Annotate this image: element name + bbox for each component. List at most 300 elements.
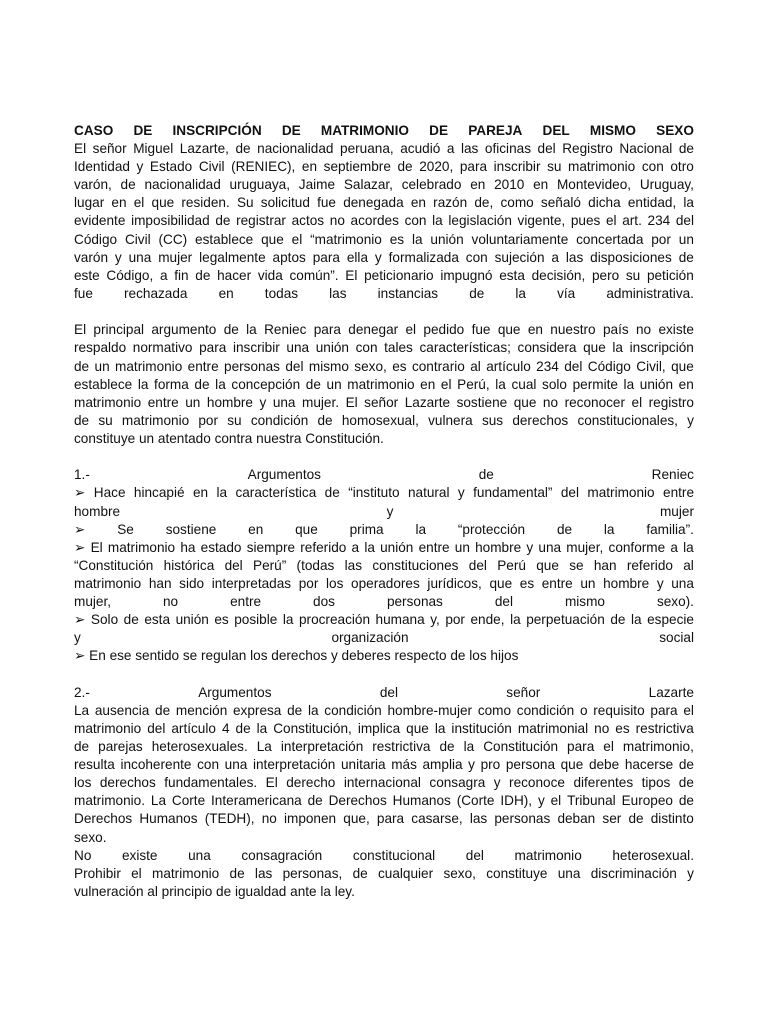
word: mujer.: [302, 394, 340, 410]
word: casarse,: [411, 811, 463, 827]
word: natural: [407, 485, 450, 501]
word: una: [128, 249, 152, 265]
word: país: [602, 322, 629, 338]
word: como: [500, 195, 534, 211]
word: persona: [505, 757, 555, 773]
word: vida: [257, 267, 283, 283]
word: perpetuación: [526, 612, 605, 628]
word: hombre: [603, 575, 650, 591]
word: mujer: [158, 249, 193, 265]
word: respaldo: [74, 340, 127, 356]
word: matrimonio.: [74, 793, 146, 809]
word: distinto: [650, 811, 694, 827]
word: y: [537, 793, 545, 809]
word: vulnera: [428, 412, 473, 428]
word: común”.: [289, 267, 339, 283]
word: interpretación: [252, 757, 336, 773]
word: dos: [313, 594, 335, 610]
word: varón: [74, 249, 109, 265]
word: entre: [418, 539, 450, 555]
word: una: [671, 575, 694, 591]
word: nacionalidad: [144, 177, 221, 193]
word: acordes: [350, 213, 399, 229]
word: jurídicos,: [427, 575, 482, 591]
word: Constitución,: [273, 720, 352, 736]
word: de: [678, 775, 694, 791]
word: del: [379, 684, 398, 700]
word: en: [470, 177, 486, 193]
word: y: [687, 412, 694, 428]
word: y: [386, 503, 394, 519]
word: señor: [92, 141, 127, 157]
bullet-line: ➢ En ese sentido se regulan los derechos y deberes respecto de los hijos: [74, 648, 519, 664]
word: del: [494, 594, 513, 610]
word: denegar: [348, 322, 399, 338]
word: (CC): [158, 231, 188, 247]
word: requisito: [593, 702, 645, 718]
word: administrativa.: [606, 285, 694, 301]
word: el: [631, 394, 643, 410]
word: esta: [144, 612, 171, 628]
bullet-line: [74, 484, 694, 502]
word: rechazada: [124, 285, 188, 301]
word: “matrimonio: [310, 231, 382, 247]
word: establece: [195, 231, 254, 247]
word: restrictiva: [635, 720, 694, 736]
word: DE: [429, 123, 449, 138]
word: las: [344, 557, 363, 573]
word: Uruguay,: [639, 177, 694, 193]
word: histórica: [163, 557, 215, 573]
word: Código: [74, 231, 118, 247]
word: DEL: [542, 123, 570, 138]
word: ende,: [470, 612, 505, 628]
word: del: [285, 358, 304, 374]
word: la: [603, 521, 615, 537]
word: Corte: [171, 793, 206, 809]
word: especie: [647, 612, 694, 628]
word: sostiene: [165, 521, 217, 537]
word: de: [678, 141, 694, 157]
word: de: [397, 159, 413, 175]
word: hacer: [217, 267, 252, 283]
word: ausencia: [94, 702, 150, 718]
word: de: [215, 213, 231, 229]
word: mismo: [308, 358, 349, 374]
word: que: [261, 231, 284, 247]
word: personas,: [282, 865, 343, 881]
word: o: [579, 702, 588, 718]
word: por: [298, 575, 319, 591]
paragraph-line: constituye un atentado contra nuestra Constitución.: [74, 430, 384, 446]
word: Perú,: [457, 376, 490, 392]
word: entidad,: [627, 195, 677, 211]
word: cualquier: [377, 865, 434, 881]
word: la: [215, 376, 226, 392]
word: normativo: [132, 340, 193, 356]
word: Prohibir: [74, 865, 121, 881]
word: mujer,: [74, 594, 112, 610]
word: y: [687, 865, 694, 881]
word: acudió: [400, 141, 441, 157]
word: unión: [430, 231, 464, 247]
word: ➢: [74, 612, 86, 628]
document-title: [74, 122, 694, 140]
word: hombre: [74, 503, 121, 519]
word: solicitud: [260, 195, 310, 211]
word: Derechos: [328, 793, 387, 809]
word: que: [560, 757, 584, 773]
paragraph-line: [74, 285, 694, 303]
word: amplia: [422, 757, 463, 773]
word: Lazarte,: [179, 141, 229, 157]
word: SEXO: [656, 123, 694, 138]
word: unión: [639, 376, 674, 392]
word: fundamentales.: [164, 775, 258, 791]
word: implica: [357, 720, 401, 736]
word: Civil: [124, 231, 151, 247]
bullet-line: [74, 503, 694, 521]
word: (RENIEC),: [231, 159, 296, 175]
word: el: [440, 376, 452, 392]
word: de: [324, 485, 340, 501]
word: residen.: [181, 195, 230, 211]
word: de: [307, 793, 323, 809]
word: resulta: [74, 757, 115, 773]
word: unitaria: [340, 757, 386, 773]
word: no: [594, 720, 610, 736]
word: en: [678, 376, 694, 392]
word: tales: [384, 340, 413, 356]
word: Civil,: [636, 358, 666, 374]
word: El: [345, 394, 358, 410]
word: de: [678, 793, 694, 809]
word: la: [307, 702, 319, 718]
word: pero: [591, 267, 620, 283]
word: hacerse: [624, 757, 674, 773]
word: unión: [175, 612, 209, 628]
bullet-line: [74, 629, 694, 647]
word: formalizada: [388, 249, 459, 265]
word: La: [74, 702, 90, 718]
word: 234: [536, 358, 559, 374]
paragraph-line: [74, 212, 694, 230]
word: al: [683, 557, 694, 573]
word: matrimonio,: [622, 739, 694, 755]
word: 4: [221, 720, 230, 736]
word: una: [286, 340, 310, 356]
word: homosexual,: [341, 412, 419, 428]
word: disposiciones: [590, 249, 672, 265]
word: denegada: [343, 195, 404, 211]
word: a: [159, 267, 168, 283]
word: a: [446, 141, 455, 157]
word: MATRIMONIO: [320, 123, 409, 138]
word: posible: [234, 612, 278, 628]
word: la: [256, 720, 268, 736]
word: y: [259, 394, 267, 410]
word: aptos: [272, 249, 306, 265]
word: la: [623, 376, 635, 392]
word: para: [376, 811, 405, 827]
bullet-line: [74, 593, 694, 611]
word: de: [628, 811, 644, 827]
word: vía: [557, 285, 576, 301]
word: decisión,: [531, 267, 586, 283]
word: artículo: [486, 358, 531, 374]
word: permite: [572, 376, 618, 392]
word: derechos: [512, 412, 569, 428]
word: Argumentos: [247, 467, 321, 483]
word: artículo: [171, 720, 216, 736]
word: que: [489, 575, 513, 591]
word: DE: [133, 123, 153, 138]
word: con: [197, 757, 220, 773]
bullet-line: [74, 575, 694, 593]
word: principal: [93, 322, 145, 338]
word: el: [683, 702, 694, 718]
word: condición: [324, 702, 382, 718]
word: de: [317, 412, 333, 428]
word: los: [74, 775, 92, 791]
document-page: [74, 122, 694, 901]
word: El: [265, 775, 278, 791]
word: una: [538, 539, 562, 555]
word: Su: [236, 195, 254, 211]
word: Nacional: [619, 141, 673, 157]
word: la: [510, 612, 521, 628]
word: registrar: [236, 213, 286, 229]
word: Registro: [562, 141, 613, 157]
word: una: [224, 757, 248, 773]
paragraph-line: [74, 792, 694, 810]
word: del: [468, 557, 487, 573]
word: la: [683, 195, 694, 211]
word: deban: [557, 811, 596, 827]
word: matrimonio: [152, 865, 220, 881]
paragraph-line: [74, 774, 694, 792]
word: se: [569, 557, 584, 573]
paragraph-line: vulneración al principio de igualdad ante la ley.: [74, 883, 355, 899]
word: el: [405, 322, 417, 338]
word: de: [352, 865, 368, 881]
word: estado: [200, 539, 242, 555]
word: y: [656, 575, 664, 591]
word: reconoce: [509, 775, 565, 791]
word: es: [615, 720, 630, 736]
word: pues: [570, 213, 601, 229]
word: de: [74, 412, 90, 428]
word: que,: [343, 811, 370, 827]
word: del: [537, 141, 556, 157]
word: de: [123, 612, 139, 628]
word: sujeción: [494, 249, 545, 265]
paragraph-line: [74, 140, 694, 158]
word: Jaime: [298, 177, 336, 193]
word: y: [114, 249, 122, 265]
word: El: [90, 539, 103, 555]
word: por: [198, 412, 219, 428]
word: MISMO: [589, 123, 636, 138]
word: de: [120, 177, 136, 193]
word: señaló: [540, 195, 581, 211]
word: Salazar,: [343, 177, 393, 193]
word: las: [565, 249, 584, 265]
word: la: [137, 376, 149, 392]
word: y: [136, 159, 144, 175]
word: septiembre: [323, 159, 391, 175]
word: que: [536, 557, 559, 573]
word: petición: [646, 267, 694, 283]
word: una: [188, 847, 211, 863]
word: las: [469, 811, 488, 827]
word: concertada: [576, 231, 644, 247]
word: matrimonio: [115, 358, 183, 374]
word: “Constitución: [74, 557, 154, 573]
word: Perú”: [253, 557, 287, 573]
paragraph-line: [74, 158, 694, 176]
bullet-line: [74, 557, 694, 575]
word: DE: [281, 123, 301, 138]
word: a: [670, 539, 678, 555]
word: de: [678, 249, 694, 265]
word: sus: [481, 412, 504, 428]
word: entre: [230, 594, 262, 610]
word: familia”.: [646, 521, 694, 537]
word: ser: [602, 811, 622, 827]
word: mujer: [659, 503, 694, 519]
word: Estado: [149, 159, 193, 175]
word: mención: [175, 702, 228, 718]
word: Tribunal: [567, 793, 616, 809]
word: no: [329, 213, 345, 229]
word: es: [519, 575, 535, 591]
word: que: [497, 322, 521, 338]
word: inscribir: [232, 340, 280, 356]
word: Solo: [90, 612, 119, 628]
word: un: [580, 575, 596, 591]
word: 234: [647, 213, 671, 229]
word: hombre-mujer: [387, 702, 473, 718]
word: de: [223, 322, 239, 338]
paragraph-line: [74, 810, 694, 828]
word: para: [313, 322, 341, 338]
word: referido: [300, 539, 347, 555]
word: como: [477, 702, 512, 718]
word: internacional: [343, 775, 421, 791]
word: a: [351, 539, 360, 555]
word: sexo,: [443, 865, 476, 881]
word: en: [420, 376, 436, 392]
word: fue: [471, 322, 491, 338]
word: discriminación: [590, 865, 677, 881]
word: del: [564, 358, 583, 374]
word: evidente: [74, 213, 126, 229]
word: matrimonio: [74, 394, 142, 410]
paragraph-line: [74, 738, 694, 756]
word: diferentes: [573, 775, 634, 791]
word: para: [459, 159, 488, 175]
paragraph-line: [74, 865, 694, 883]
word: la: [282, 612, 294, 628]
word: más: [391, 757, 417, 773]
word: registro: [648, 394, 694, 410]
word: imposibilidad: [131, 213, 210, 229]
word: No: [74, 847, 92, 863]
word: interpretación: [280, 739, 364, 755]
word: Constitución: [483, 739, 559, 755]
word: Derechos: [74, 811, 133, 827]
word: de: [235, 141, 251, 157]
word: INSCRIPCIÓN: [172, 123, 262, 138]
bullet-line: [74, 611, 694, 629]
word: tipos: [641, 775, 671, 791]
word: Código: [587, 358, 631, 374]
paragraph-line: sexo.: [74, 829, 107, 845]
word: la: [411, 231, 423, 247]
paragraph-line: [74, 194, 694, 212]
word: que: [513, 394, 537, 410]
word: para: [567, 739, 595, 755]
paragraph-line: [74, 720, 694, 738]
paragraph-line: [74, 376, 694, 394]
paragraph-line: [74, 321, 694, 339]
word: es: [214, 612, 229, 628]
word: matrimonial: [517, 720, 589, 736]
section-reniec-arguments: [74, 466, 694, 665]
word: de: [155, 702, 171, 718]
word: constituciones: [372, 557, 459, 573]
word: la: [415, 521, 427, 537]
word: unión: [315, 340, 349, 356]
paragraph-line: [74, 412, 694, 430]
word: matrimonio: [587, 485, 655, 501]
word: y: [526, 539, 534, 555]
word: es: [389, 231, 405, 247]
word: legalmente: [199, 249, 266, 265]
word: por: [651, 231, 671, 247]
word: las: [329, 285, 347, 301]
word: condición: [516, 702, 575, 718]
word: “instituto: [348, 485, 400, 501]
word: instancias: [377, 285, 439, 301]
word: dicha: [588, 195, 621, 211]
word: Se: [117, 521, 134, 537]
word: ➢: [74, 521, 86, 537]
word: matrimonio: [121, 412, 190, 428]
word: a: [551, 249, 559, 265]
word: actos: [291, 213, 325, 229]
word: un: [185, 394, 201, 410]
word: matrimonio: [74, 720, 142, 736]
word: con: [641, 159, 664, 175]
word: considera: [517, 340, 577, 356]
word: una: [557, 865, 581, 881]
word: del: [675, 213, 694, 229]
word: la: [683, 539, 694, 555]
word: operadores: [351, 575, 420, 591]
word: cual: [511, 376, 537, 392]
word: constituye: [486, 865, 548, 881]
word: y: [468, 757, 475, 773]
word: que: [583, 340, 606, 356]
word: nuestro: [550, 322, 596, 338]
word: Hace: [93, 485, 126, 501]
word: un: [94, 358, 110, 374]
paragraph-1: [74, 140, 694, 303]
word: prima: [349, 521, 384, 537]
word: fin: [174, 267, 189, 283]
